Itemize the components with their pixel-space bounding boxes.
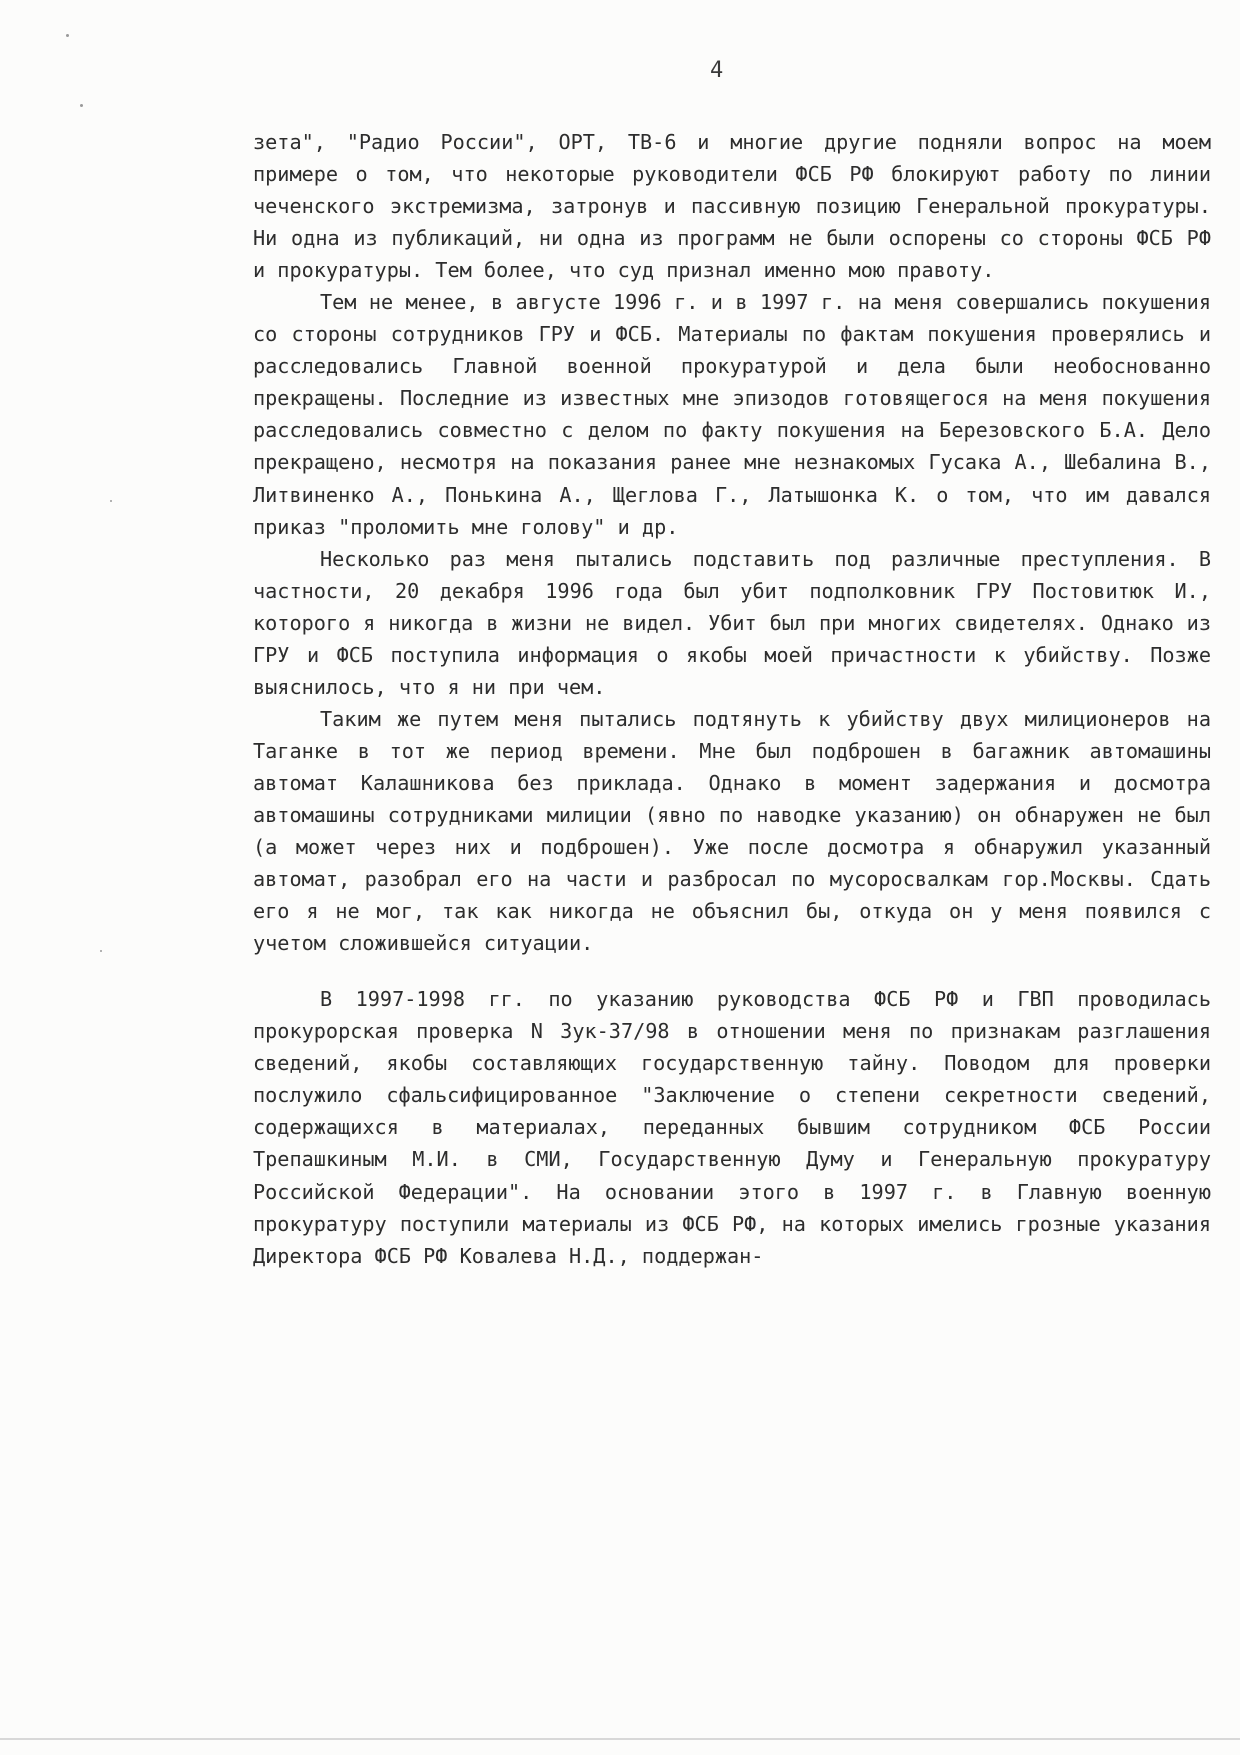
- paragraph-framing-attempts: Несколько раз меня пытались подставить под различные преступления. В частности, 20 декабря 1996 года был убит подполковник ГРУ Постовитюк И., которого я никогда в жизни не видел. Убит был при многих свидетелях. Однако из ГРУ и ФСБ поступила информация о якобы моей причастности к убийству. Позже выяснилось, что я ни при чем.: [253, 546, 1211, 699]
- scan-speck: [80, 104, 83, 107]
- document-body: [253, 126, 1211, 1272]
- paragraph-assassination-attempts: Тем не менее, в августе 1996 г. и в 1997 г. на меня совершались покушения со стороны сотрудников ГРУ и ФСБ. Материалы по фактам покушения проверялись и расследовались Главной военной прокуратурой и дела были необоснованно прекращены. Последние из известных мне эпизодов готовящегося на меня покушения расследовались совместно с делом по факту покушения на Березовского Б.А. Дело прекращено, несмотря на показания ранее мне незнакомых Гусака А., Шебалина В., Литвиненко А., Понькина А., Щеглова Г., Латышонка К. о том, что им давался приказ "проломить мне голову" и др.: [253, 290, 1211, 539]
- page-number: 4: [710, 58, 724, 83]
- scan-speck: [110, 500, 112, 502]
- scan-edge-line: [0, 1738, 1240, 1740]
- paragraph-prosecutor-inspection: В 1997-1998 гг. по указанию руководства ФСБ РФ и ГВП проводилась прокурорская проверка N Зук-37/98 в отношении меня по признакам разглашения сведений, якобы составляющих государственную тайну. Поводом для проверки послужило сфальсифицированное "Заключение о степени секретности сведений, содержащихся в материалах, переданных бывшим сотрудником ФСБ России Трепашкиным М.И. в СМИ, Государственную Думу и Генеральную прокуратуру Российской Федерации". На основании этого в 1997 г. в Главную военную прокуратуру поступили материалы из ФСБ РФ, на которых имелись грозные указания Директора ФСБ РФ Ковалева Н.Д., поддержан-: [253, 987, 1211, 1268]
- scan-speck: [66, 34, 69, 37]
- paragraph-taganka-incident: Таким же путем меня пытались подтянуть к убийству двух милиционеров на Таганке в тот же период времени. Мне был подброшен в багажник автомашины автомат Калашникова без приклада. Однако в момент задержания и досмотра автомашины сотрудниками милиции (явно по наводке указанию) он обнаружен не был (а может через них и подброшен). Уже после досмотра я обнаружил указанный автомат, разобрал его на части и разбросал по мусоросвалкам гор.Москвы. Сдать его я не мог, так как никогда не объяснил бы, откуда он у меня появился с учетом сложившейся ситуации.: [253, 706, 1211, 956]
- paragraph-continuation: зета", "Радио России", ОРТ, ТВ-6 и многие другие подняли вопрос на моем примере о том, что некоторые руководители ФСБ РФ блокируют работу по линии чеченского экстремизма, затронув и пассивную позицию Генеральной прокуратуры. Ни одна из публикаций, ни одна из программ не были оспорены со стороны ФСБ РФ и прокуратуры. Тем более, что суд признал именно мою правоту.: [253, 130, 1211, 283]
- scan-speck: [100, 950, 102, 952]
